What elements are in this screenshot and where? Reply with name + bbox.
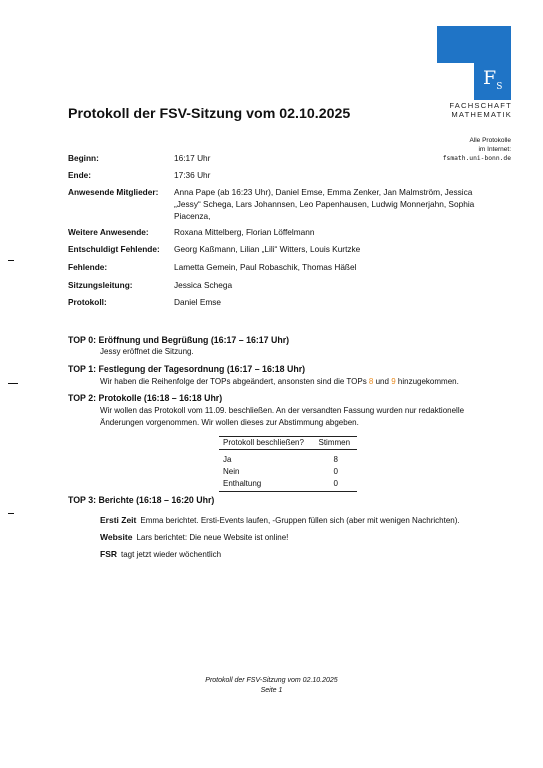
meta-label-fehlende: Fehlende: xyxy=(68,262,108,272)
meta-label-protokoll: Protokoll: xyxy=(68,297,107,307)
meta-label-ende: Ende: xyxy=(68,170,92,180)
meta-value-weitere: Roxana Mittelberg, Florian Löffelmann xyxy=(174,227,315,237)
vote-option: Nein xyxy=(223,466,240,476)
meta-value-ende: 17:36 Uhr xyxy=(174,170,211,180)
punch-mark xyxy=(8,383,18,384)
vote-question-header: Protokoll beschließen? xyxy=(219,437,315,450)
meta-label-entschuldigt: Entschuldigt Fehlende: xyxy=(68,244,160,254)
meta-value-sitzungsleitung: Jessica Schega xyxy=(174,280,233,290)
top-reference-link[interactable]: 9 xyxy=(391,377,396,386)
meta-label-anwesende: Anwesende Mitglieder: xyxy=(68,187,159,197)
report-text: Lars berichtet: Die neue Website ist online! xyxy=(136,533,289,542)
logo-glyph: $F_S$ xyxy=(483,67,503,92)
logo-block xyxy=(474,26,511,63)
vote-count: 0 xyxy=(315,478,358,492)
side-note-line-1: Alle Protokolle xyxy=(469,137,511,144)
top-2-heading: TOP 2: Protokolle (16:18 – 16:18 Uhr) xyxy=(68,393,223,403)
meta-value-beginn: 16:17 Uhr xyxy=(174,153,211,163)
report-item xyxy=(100,514,490,527)
fold-mark xyxy=(8,260,14,261)
top-1-text-mid: und xyxy=(375,377,389,386)
top-0-text: Jessy eröffnet die Sitzung. xyxy=(100,347,194,356)
side-note-line-2: im Internet: xyxy=(478,146,511,153)
vote-table-header xyxy=(219,437,357,450)
meta-value-entschuldigt: Georg Kaßmann, Lilian „Lili“ Witters, Louis Kurtzke xyxy=(174,244,361,254)
vote-count: 8 xyxy=(333,454,338,464)
meta-label-sitzungsleitung: Sitzungsleitung: xyxy=(68,280,133,290)
report-name: FSR xyxy=(100,549,117,559)
top-1-text-after: hinzugekommen. xyxy=(397,377,459,386)
meta-value-anwesende: Anna Pape (ab 16:23 Uhr), Daniel Emse, Emma Zenker, Jan Malmström, Jessica „Jessy“ Schega, Lars Johannsen, Leo Papenhausen, Ludwig Monnerjahn, Sophia Piacenza, xyxy=(174,187,475,221)
logo-block xyxy=(437,26,474,63)
top-0-heading: TOP 0: Eröffnung und Begrüßung (16:17 – 16:17 Uhr) xyxy=(68,335,290,345)
top-1-text xyxy=(100,376,480,388)
meta-value-fehlende: Lametta Gemein, Paul Robaschik, Thomas Häßel xyxy=(174,262,357,272)
logo-wordmark xyxy=(436,101,512,119)
document-title: Protokoll der FSV-Sitzung vom 02.10.2025 xyxy=(68,106,351,122)
vote-option: Enthaltung xyxy=(219,478,315,492)
report-item xyxy=(100,531,490,544)
page-number: Seite 1 xyxy=(260,687,283,694)
report-name: Ersti Zeit xyxy=(100,515,137,525)
report-name: Website xyxy=(100,532,133,542)
logo-line-1: FACHSCHAFT xyxy=(449,101,512,110)
table-row xyxy=(219,466,357,478)
report-text: Emma berichtet. Ersti-Events laufen, -Gruppen füllen sich (aber mit wenigen Nachrichten). xyxy=(140,516,460,525)
top-reference-link[interactable]: 8 xyxy=(368,377,374,386)
vote-table xyxy=(219,436,357,492)
meta-label-beginn: Beginn: xyxy=(68,153,99,163)
fachschaft-logo xyxy=(437,26,511,100)
top-3-heading: TOP 3: Berichte (16:18 – 16:20 Uhr) xyxy=(68,495,215,505)
vote-count-header: Stimmen xyxy=(315,437,358,450)
fold-mark xyxy=(8,513,14,514)
report-item xyxy=(100,548,490,561)
vote-option: Ja xyxy=(223,454,232,464)
meta-label-weitere: Weitere Anwesende: xyxy=(68,227,149,237)
meta-value-protokoll: Daniel Emse xyxy=(174,297,222,307)
table-row xyxy=(219,454,357,466)
page-footer xyxy=(0,676,543,696)
vote-count: 0 xyxy=(333,466,338,476)
footer-title: Protokoll der FSV-Sitzung vom 02.10.2025 xyxy=(205,677,338,684)
website-link[interactable]: fsmath.uni-bonn.de xyxy=(442,155,511,162)
table-row xyxy=(219,478,357,492)
top-2-text: Wir wollen das Protokoll vom 11.09. beschließen. An der versandten Fassung wurden nur redaktionelle Änderungen vorgenommen. Wir wollen dieses zur Abstimmung abgeben. xyxy=(100,406,465,427)
report-text: tagt jetzt wieder wöchentlich xyxy=(121,550,222,559)
top-1-text-before: Wir haben die Reihenfolge der TOPs abgeändert, ansonsten sind die TOPs xyxy=(100,377,367,386)
top-1-heading: TOP 1: Festlegung der Tagesordnung (16:17 – 16:18 Uhr) xyxy=(68,364,306,374)
logo-line-2: MATHEMATIK xyxy=(451,110,512,119)
